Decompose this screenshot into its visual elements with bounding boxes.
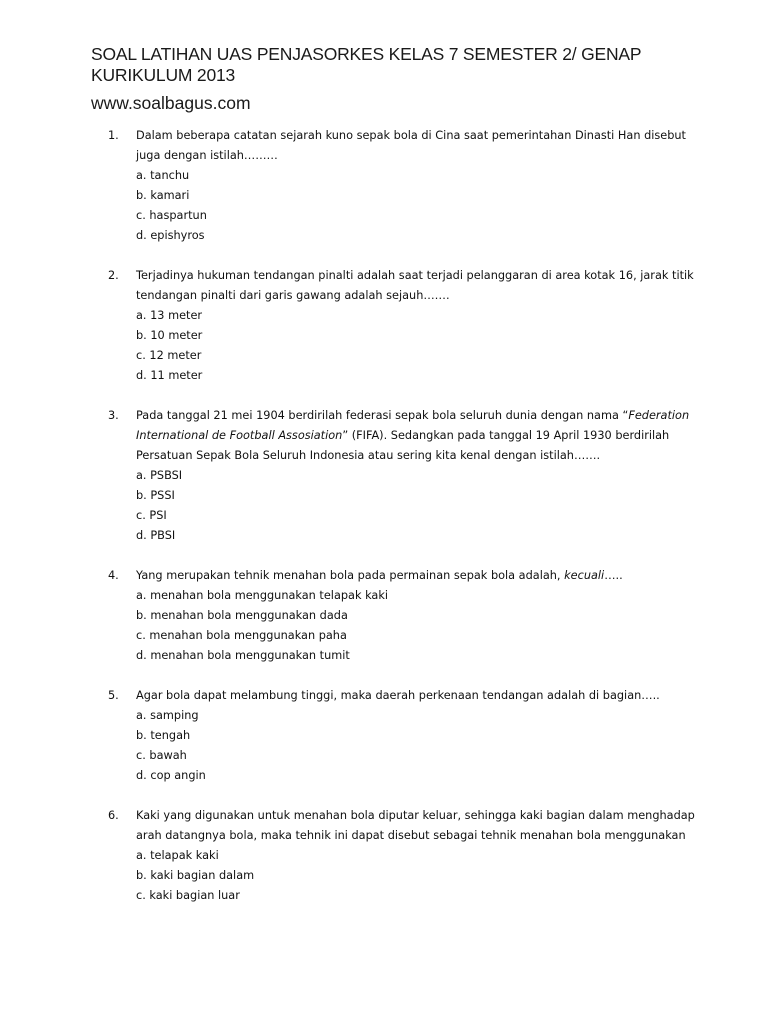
option-a: a. tanchu [136,169,190,182]
option-a: a. samping [136,709,199,722]
option-b: b. 10 meter [136,329,203,342]
question-text-end: ….. [604,569,623,582]
option-a: a. telapak kaki [136,849,219,862]
option-d: d. PBSI [136,529,176,542]
option-c: c. bawah [136,749,187,762]
option-b: b. tengah [136,729,191,742]
option-b: b. menahan bola menggunakan dada [136,609,348,622]
question-2 [108,266,708,386]
option-c: c. haspartun [136,209,207,222]
question-text [136,409,689,462]
question-text: Kaki yang digunakan untuk menahan bola diputar keluar, sehingga kaki bagian dalam menghadap arah datangnya bola, maka tehnik ini dapat disebut sebagai tehnik menahan bola menggunakan [136,809,695,842]
title-line-2: KURIKULUM 2013 [91,65,236,85]
question-text-italic: Federation International de Football Assosiation [136,409,690,442]
question-list [108,126,708,926]
question-text [136,569,623,582]
question-6 [108,806,708,906]
option-d: d. menahan bola menggunakan tumit [136,649,350,662]
question-text-start: Yang merupakan tehnik menahan bola pada permainan sepak bola adalah, [136,569,565,582]
option-d: d. epishyros [136,229,205,242]
option-b: b. kamari [136,189,190,202]
question-number: 2. [108,269,119,282]
option-c: c. 12 meter [136,349,202,362]
question-number: 1. [108,129,119,142]
question-number: 4. [108,569,119,582]
question-4 [108,566,708,666]
option-c: c. PSI [136,509,167,522]
question-text-start: Pada tanggal 21 mei 1904 berdirilah federasi sepak bola seluruh dunia dengan nama “ [136,409,629,422]
question-5 [108,686,708,786]
option-d: d. 11 meter [136,369,203,382]
question-text: Dalam beberapa catatan sejarah kuno sepak bola di Cina saat pemerintahan Dinasti Han disebut juga dengan istilah……… [136,129,686,162]
title-line-1: SOAL LATIHAN UAS PENJASORKES KELAS 7 SEMESTER 2/ GENAP [91,44,642,64]
question-text: Terjadinya hukuman tendangan pinalti adalah saat terjadi pelanggaran di area kotak 16, jarak titik tendangan pinalti dari garis gawang adalah sejauh……. [136,269,694,302]
question-text-end: ” (FIFA). Sedangkan pada tanggal 19 April 1930 berdirilah Persatuan Sepak Bola Seluruh Indonesia atau sering kita kenal dengan istilah……. [136,429,670,462]
option-c: c. kaki bagian luar [136,889,240,902]
option-a: a. 13 meter [136,309,203,322]
question-number: 3. [108,409,119,422]
question-text: Agar bola dapat melambung tinggi, maka daerah perkenaan tendangan adalah di bagian….. [136,689,660,702]
question-3 [108,406,708,546]
option-b: b. kaki bagian dalam [136,869,255,882]
option-a: a. PSBSI [136,469,183,482]
question-1 [108,126,708,246]
question-number: 6. [108,809,119,822]
question-number: 5. [108,689,119,702]
website-text: www.soalbagus.com [91,93,251,113]
option-b: b. PSSI [136,489,175,502]
option-c: c. menahan bola menggunakan paha [136,629,347,642]
question-text-italic: kecuali [564,569,605,582]
document-header [91,44,731,114]
option-d: d. cop angin [136,769,206,782]
option-a: a. menahan bola menggunakan telapak kaki [136,589,389,602]
document-title [91,44,731,86]
